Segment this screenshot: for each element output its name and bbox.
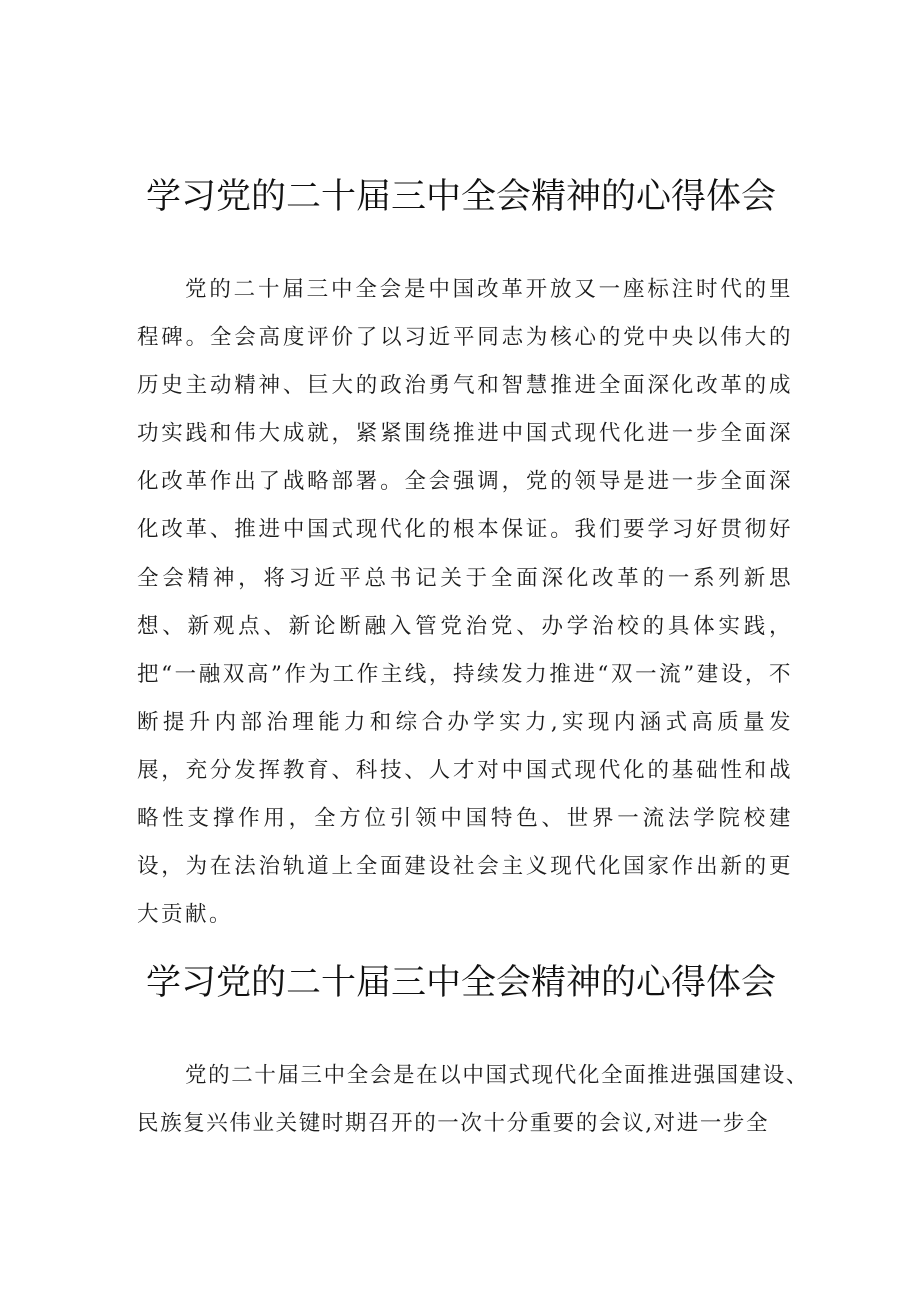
section-2-title: 学习党的二十届三中全会精神的心得体会: [146, 963, 777, 1003]
section-2-paragraph: 党的二十届三中全会是在以中国式现代化全面推进强国建设、民族复兴伟业关键时期召开的一次十分重要的会议,对进一步全: [137, 1063, 809, 1137]
section-1-paragraph: 党的二十届三中全会是中国改革开放又一座标注时代的里程碑。全会高度评价了以习近平同志为核心的党中央以伟大的历史主动精神、巨大的政治勇气和智慧推进全面深化改革的成功实践和伟大成就，紧紧围绕推进中国式现代化进一步全面深化改革作出了战略部署。全会强调，党的领导是进一步全面深化改革、推进中国式现代化的根本保证。我们要学习好贯彻好全会精神，将习近平总书记关于全面深化改革的一系列新思想、新观点、新论断融入管党治党、办学治校的具体实践，把“一融双高”作为工作主线，持续发力推进“双一流”建设，不断提升内部治理能力和综合办学实力,实现内涵式高质量发展，充分发挥教育、科技、人才对中国式现代化的基础性和战略性支撑作用，全方位引领中国特色、世界一流法学院校建设，为在法治轨道上全面建设社会主义现代化国家作出新的更大贡献。: [137, 277, 793, 928]
section-1-title: 学习党的二十届三中全会精神的心得体会: [146, 177, 777, 217]
